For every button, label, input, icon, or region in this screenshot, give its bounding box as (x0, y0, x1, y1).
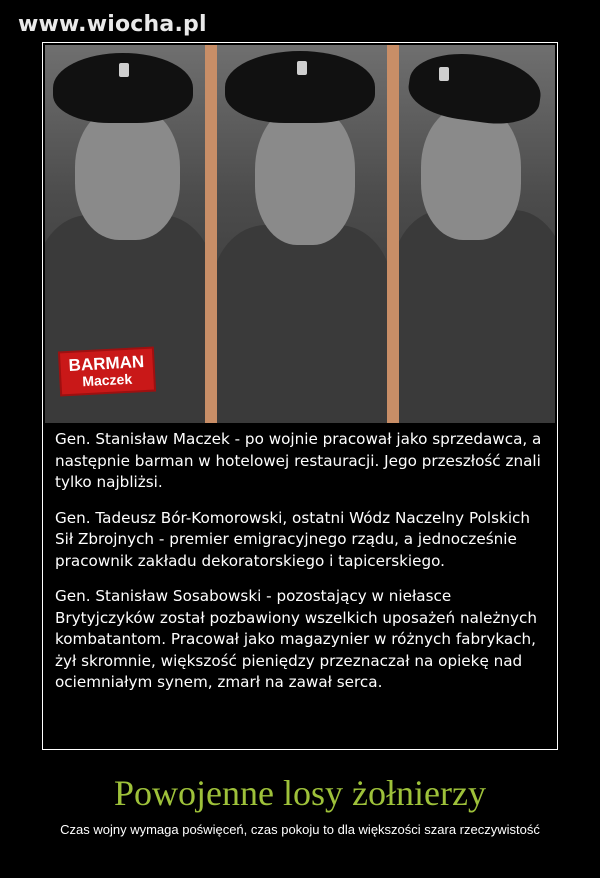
poster-caption: Czas wojny wymaga poświęceń, czas pokoju to dla większości szara rzeczywistość (60, 822, 540, 837)
beret-badge-icon (119, 63, 129, 77)
uniform-shape (217, 225, 387, 423)
label-name: Maczek (81, 370, 133, 390)
label-maczek (60, 349, 154, 394)
portrait-maczek (45, 45, 205, 423)
portrait-sosabowski (399, 45, 555, 423)
watermark: www.wiocha.pl (18, 12, 207, 37)
label-role: BARMAN (68, 352, 145, 375)
paragraph-bor-komorowski: Gen. Tadeusz Bór-Komorowski, ostatni Wódz Naczelny Polskich Sił Zbrojnych - premier emigracyjnego rządu, a jednocześnie pracownik zakładu dekoratorskiego i tapicerskiego. (55, 508, 531, 570)
portrait-bor-komorowski (217, 45, 387, 423)
face-shape (75, 105, 180, 240)
beret-badge-icon (297, 61, 307, 75)
beret-shape (405, 46, 545, 130)
biography-text (55, 429, 549, 708)
paragraph-sosabowski: Gen. Stanisław Sosabowski - pozostający w niełasce Brytyjczyków został pozbawiony wszelkich uposażeń należnych kombatantom. Pracował jako magazynier w różnych fabrykach, żył skromnie, większość pieniędzy przeznaczał na opiekę nad ociemniałym synem, zmarł na zawał serca. (55, 587, 538, 691)
photo-strip (45, 45, 555, 423)
poster-title: Powojenne losy żołnierzy (114, 773, 486, 813)
uniform-shape (399, 210, 555, 423)
beret-badge-icon (439, 67, 449, 81)
paragraph-maczek: Gen. Stanisław Maczek - po wojnie pracował jako sprzedawca, a następnie barman w hotelowej restauracji. Jego przeszłość znali tylko najbliżsi. (55, 430, 542, 491)
face-shape (255, 105, 355, 245)
face-shape (421, 105, 521, 240)
poster-frame (42, 42, 558, 750)
